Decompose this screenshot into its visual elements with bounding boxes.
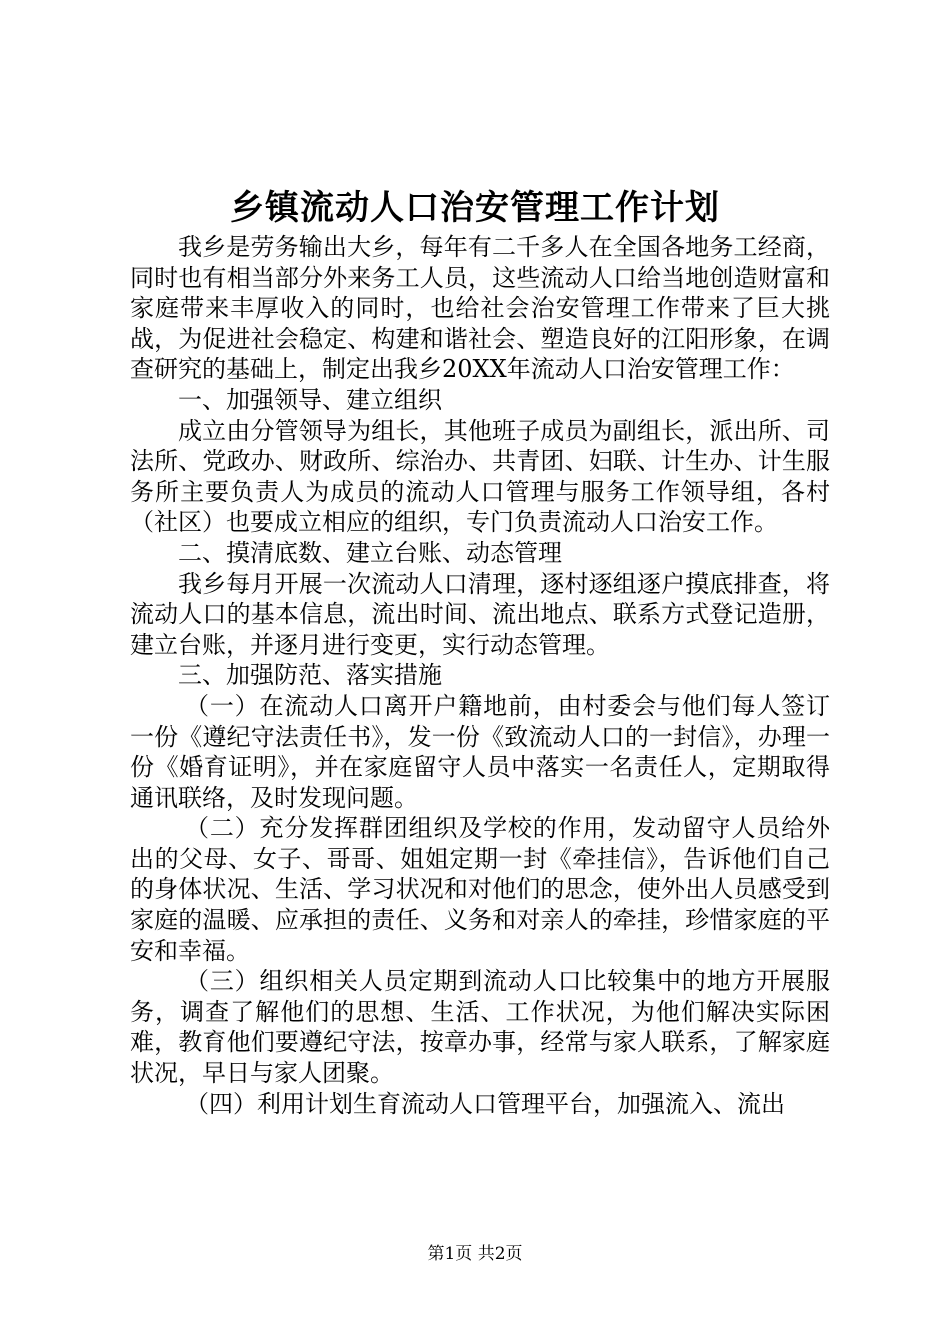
paragraph-measure-4: （四）利用计划生育流动人口管理平台，加强流入、流出 — [185, 1089, 785, 1118]
paragraph-measure-2: （二）充分发挥群团组织及学校的作用，发动留守人员给外出的父母、女子、哥哥、姐姐定期一封《牵挂信》，告诉他们自己的身体状况、生活、学习状况和对他们的思念，使外出人员感受到家庭的温暖、应承担的责任、义务和对亲人的牵挂，珍惜家庭的平安和幸福。 — [130, 814, 830, 965]
section-heading-1: 一、加强领导、建立组织 — [178, 385, 442, 414]
paragraph-ledger: 我乡每月开展一次流动人口清理，逐村逐组逐户摸底排查，将流动人口的基本信息，流出时间、流出地点、联系方式登记造册，建立台账，并逐月进行变更，实行动态管理。 — [130, 569, 830, 659]
document-body — [130, 232, 830, 1119]
section-heading-2: 二、摸清底数、建立台账、动态管理 — [178, 538, 562, 567]
paragraph-organization: 成立由分管领导为组长，其他班子成员为副组长，派出所、司法所、党政办、财政所、综治办、共青团、妇联、计生办、计生服务所主要负责人为成员的流动人口管理与服务工作领导组，各村（社区）也要成立相应的组织，专门负责流动人口治安工作。 — [130, 416, 830, 537]
paragraph-measure-3: （三）组织相关人员定期到流动人口比较集中的地方开展服务，调查了解他们的思想、生活、工作状况，为他们解决实际困难，教育他们要遵纪守法，按章办事，经常与家人联系，了解家庭状况，早日与家人团聚。 — [130, 967, 830, 1088]
paragraph-intro: 我乡是劳务输出大乡，每年有二千多人在全国各地务工经商，同时也有相当部分外来务工人员，这些流动人口给当地创造财富和家庭带来丰厚收入的同时，也给社会治安管理工作带来了巨大挑战，为促进社会稳定、构建和谐社会、塑造良好的江阳形象，在调查研究的基础上，制定出我乡20XX年流动人口治安管理工作： — [130, 233, 830, 384]
page-footer: 第1页 共2页 — [427, 1244, 523, 1264]
document-title: 乡镇流动人口治安管理工作计划 — [230, 188, 720, 228]
section-heading-3: 三、加强防范、落实措施 — [178, 661, 442, 690]
paragraph-measure-1: （一）在流动人口离开户籍地前，由村委会与他们每人签订一份《遵纪守法责任书》，发一份《致流动人口的一封信》，办理一份《婚育证明》，并在家庭留守人员中落实一名责任人，定期取得通讯联络，及时发现问题。 — [130, 691, 830, 812]
